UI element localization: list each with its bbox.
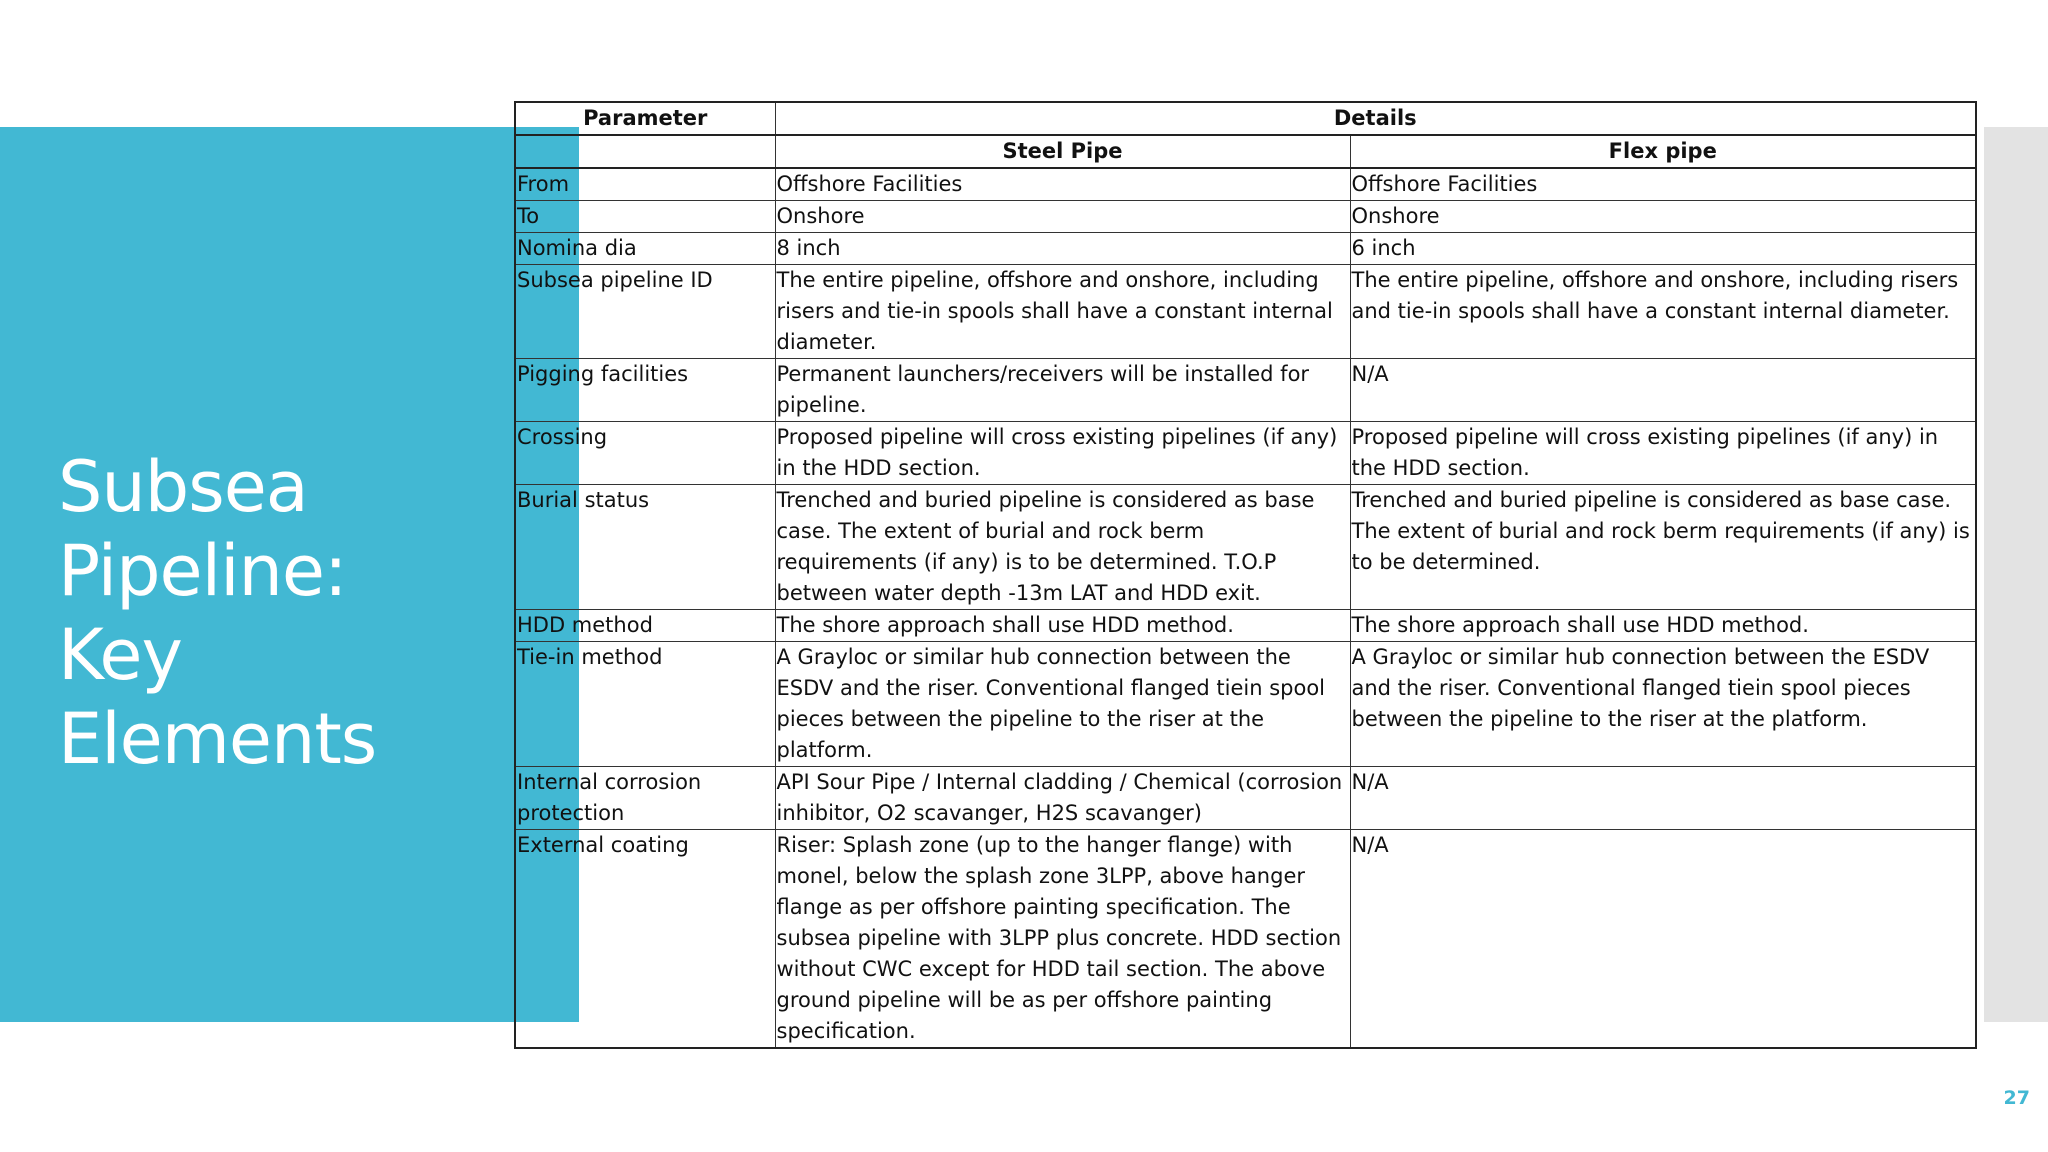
- table-row: [515, 201, 1976, 233]
- header-parameter: Parameter: [515, 102, 775, 135]
- table-header-row-1: [515, 102, 1976, 135]
- param-cell: Nomina dia: [515, 233, 775, 265]
- param-cell: Subsea pipeline ID: [515, 265, 775, 359]
- param-cell: External coating: [515, 830, 775, 1049]
- param-cell: Internal corrosion protection: [515, 767, 775, 830]
- steel-cell: 8 inch: [775, 233, 1350, 265]
- steel-cell: Offshore Facilities: [775, 168, 1350, 201]
- flex-cell: A Grayloc or similar hub connection between the ESDV and the riser. Conventional flanged tiein spool pieces between the pipeline to the riser at the platform.: [1350, 642, 1976, 767]
- table-row: [515, 830, 1976, 1049]
- param-cell: Pigging facilities: [515, 359, 775, 422]
- steel-cell: Permanent launchers/receivers will be installed for pipeline.: [775, 359, 1350, 422]
- flex-cell: N/A: [1350, 359, 1976, 422]
- flex-cell: Onshore: [1350, 201, 1976, 233]
- steel-cell: Onshore: [775, 201, 1350, 233]
- table-row: [515, 359, 1976, 422]
- table-row: [515, 767, 1976, 830]
- table-row: [515, 485, 1976, 610]
- table-row: [515, 422, 1976, 485]
- param-cell: Burial status: [515, 485, 775, 610]
- flex-cell: N/A: [1350, 767, 1976, 830]
- steel-cell: The shore approach shall use HDD method.: [775, 610, 1350, 642]
- param-cell: From: [515, 168, 775, 201]
- header-empty: [515, 135, 775, 168]
- table-row: [515, 265, 1976, 359]
- page-number: 27: [2003, 1087, 2030, 1109]
- steel-cell: A Grayloc or similar hub connection between the ESDV and the riser. Conventional flanged tiein spool pieces between the pipeline to the riser at the platform.: [775, 642, 1350, 767]
- table-row: [515, 233, 1976, 265]
- param-cell: To: [515, 201, 775, 233]
- steel-cell: The entire pipeline, offshore and onshore, including risers and tie-in spools shall have a constant internal diameter.: [775, 265, 1350, 359]
- key-elements-table: [514, 101, 1977, 1049]
- flex-cell: 6 inch: [1350, 233, 1976, 265]
- flex-cell: Trenched and buried pipeline is considered as base case. The extent of burial and rock berm requirements (if any) is to be determined.: [1350, 485, 1976, 610]
- right-side-strip: [1984, 127, 2048, 1022]
- param-cell: HDD method: [515, 610, 775, 642]
- steel-cell: Trenched and buried pipeline is considered as base case. The extent of burial and rock berm requirements (if any) is to be determined. T.O.P between water depth -13m LAT and HDD exit.: [775, 485, 1350, 610]
- param-cell: Tie-in method: [515, 642, 775, 767]
- header-steel-pipe: Steel Pipe: [775, 135, 1350, 168]
- steel-cell: Proposed pipeline will cross existing pipelines (if any) in the HDD section.: [775, 422, 1350, 485]
- flex-cell: Offshore Facilities: [1350, 168, 1976, 201]
- steel-cell: Riser: Splash zone (up to the hanger flange) with monel, below the splash zone 3LPP, above hanger flange as per offshore painting specification. The subsea pipeline with 3LPP plus concrete. HDD section without CWC except for HDD tail section. The above ground pipeline will be as per offshore painting specification.: [775, 830, 1350, 1049]
- slide-title: Subsea Pipeline: Key Elements: [58, 446, 377, 780]
- table-body: [515, 168, 1976, 1048]
- header-flex-pipe: Flex pipe: [1350, 135, 1976, 168]
- param-cell: Crossing: [515, 422, 775, 485]
- table-row: [515, 168, 1976, 201]
- table-row: [515, 642, 1976, 767]
- flex-cell: N/A: [1350, 830, 1976, 1049]
- steel-cell: API Sour Pipe / Internal cladding / Chemical (corrosion inhibitor, O2 scavanger, H2S scavanger): [775, 767, 1350, 830]
- flex-cell: The shore approach shall use HDD method.: [1350, 610, 1976, 642]
- table-row: [515, 610, 1976, 642]
- table-header-row-2: [515, 135, 1976, 168]
- flex-cell: The entire pipeline, offshore and onshore, including risers and tie-in spools shall have a constant internal diameter.: [1350, 265, 1976, 359]
- flex-cell: Proposed pipeline will cross existing pipelines (if any) in the HDD section.: [1350, 422, 1976, 485]
- header-details: Details: [775, 102, 1976, 135]
